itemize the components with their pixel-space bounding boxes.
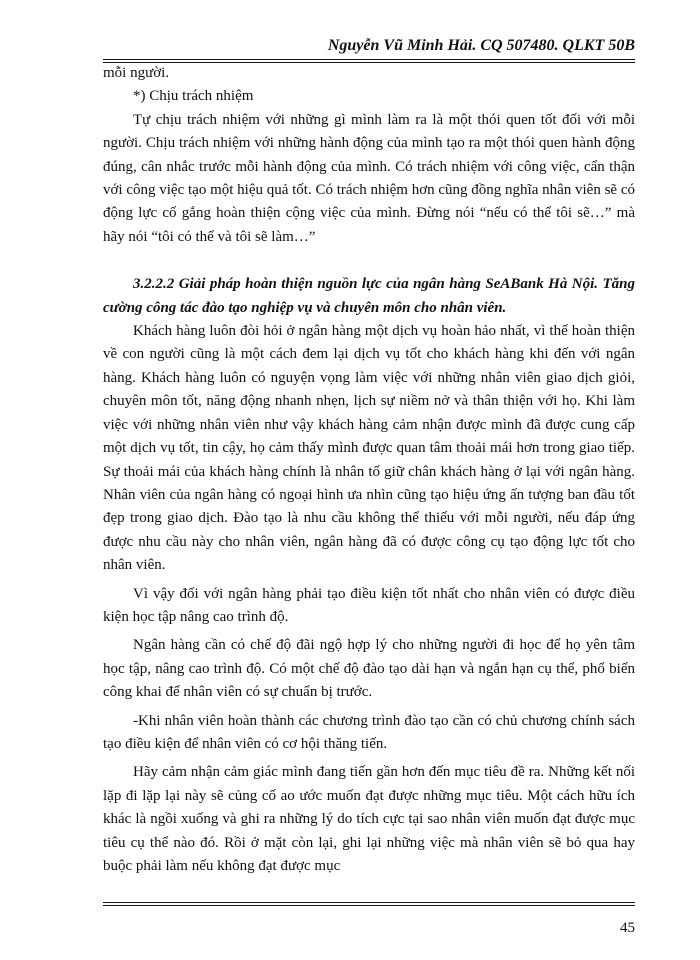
- footer-rule-bottom: [103, 905, 635, 906]
- paragraph: Vì vậy đối với ngân hàng phải tạo điều kiện tốt nhất cho nhân viên có được điều kiện học tập nâng cao trình độ.: [103, 585, 635, 625]
- section-heading: 3.2.2.2 Giải pháp hoàn thiện nguồn lực của ngân hàng SeABank Hà Nội. Tăng cường công tác đào tạo nghiệp vụ và chuyên môn cho nhân viên.: [103, 276, 635, 316]
- paragraph-continuation: mỗi người.: [103, 65, 170, 81]
- page-number: 45: [620, 920, 635, 936]
- subsection-label: *) Chịu trách nhiệm: [133, 88, 254, 105]
- header-rule-top: [103, 59, 635, 60]
- paragraph: Ngân hàng cần có chế độ đãi ngộ hợp lý cho những người đi học để họ yên tâm học tập, nâng cao trình độ. Có một chế độ đào tạo dài hạn và ngắn hạn cụ thể, phổ biến công khai để nhân viên có sự chuẩn bị trước.: [103, 637, 635, 701]
- document-body: [103, 62, 635, 878]
- paragraph: -Khi nhân viên hoàn thành các chương trình đào tạo cần có chủ chương chính sách tạo điều kiện để nhân viên có cơ hội thăng tiến.: [103, 712, 635, 752]
- page-header: Nguyễn Vũ Minh Hải. CQ 507480. QLKT 50B: [327, 37, 635, 54]
- footer-rule-top: [103, 902, 635, 903]
- paragraph: Tự chịu trách nhiệm với những gì mình làm ra là một thói quen tốt đối với mỗi người. Chịu trách nhiệm với những hành động của mình tạo ra một thói quen hành động đúng, cân nhắc trước mỗi hành động của mình. Có trách nhiệm với công việc, cẩn thận với công việc tạo một hiệu quả tốt. Có trách nhiệm hơn cũng đồng nghĩa nhân viên sẽ có động lực cố gắng hoàn thiện cộng việc của mình. Đừng nói “nếu có thể tôi sẽ…” mà hãy nói “tôi có thể và tôi sẽ làm…”: [103, 111, 635, 245]
- paragraph: Hãy cảm nhận cảm giác mình đang tiến gần hơn đến mục tiêu đề ra. Những kết nối lặp đi lặp lại này sẽ củng cố ao ước muốn đạt được những mục tiêu. Một cách hữu ích khác là ngồi xuống và ghi ra những lý do tích cực tại sao nhân viên muốn đạt được mục tiêu cụ thể nào đó. Rồi ở mặt còn lại, ghi lại những việc mà nhân viên sẽ bỏ qua hay buộc phải làm nếu không đạt được mục: [103, 764, 635, 874]
- paragraph: Khách hàng luôn đòi hỏi ở ngân hàng một dịch vụ hoàn hảo nhất, vì thế hoàn thiện về con người cũng là một cách đem lại dịch vụ tốt cho khách hàng khi đến với ngân hàng. Khách hàng luôn có nguyện vọng làm việc với những nhân viên giao dịch giỏi, chuyên môn tốt, năng động nhanh nhẹn, lịch sự niềm nở và thân thiện với họ. Khi làm việc với những nhân viên như vậy khách hàng cảm nhận được mình đã được cung cấp một dịch vụ tốt, tin cậy, họ cảm thấy mình được quan tâm thoải mái hơn trong giao tiếp. Sự thoải mái của khách hàng chính là nhân tố giữ chân khách hàng ở lại với ngân hàng. Nhân viên của ngân hàng có ngoại hình ưa nhìn cũng tạo hiệu ứng ấn tượng ban đầu tốt đẹp trong giao dịch. Đào tạo là nhu cầu không thể thiếu với mỗi người, nếu đáp ứng được nhu cầu này cho nhân viên, ngân hàng đã có được công cụ tạo động lực tốt cho nhân viên.: [103, 323, 635, 574]
